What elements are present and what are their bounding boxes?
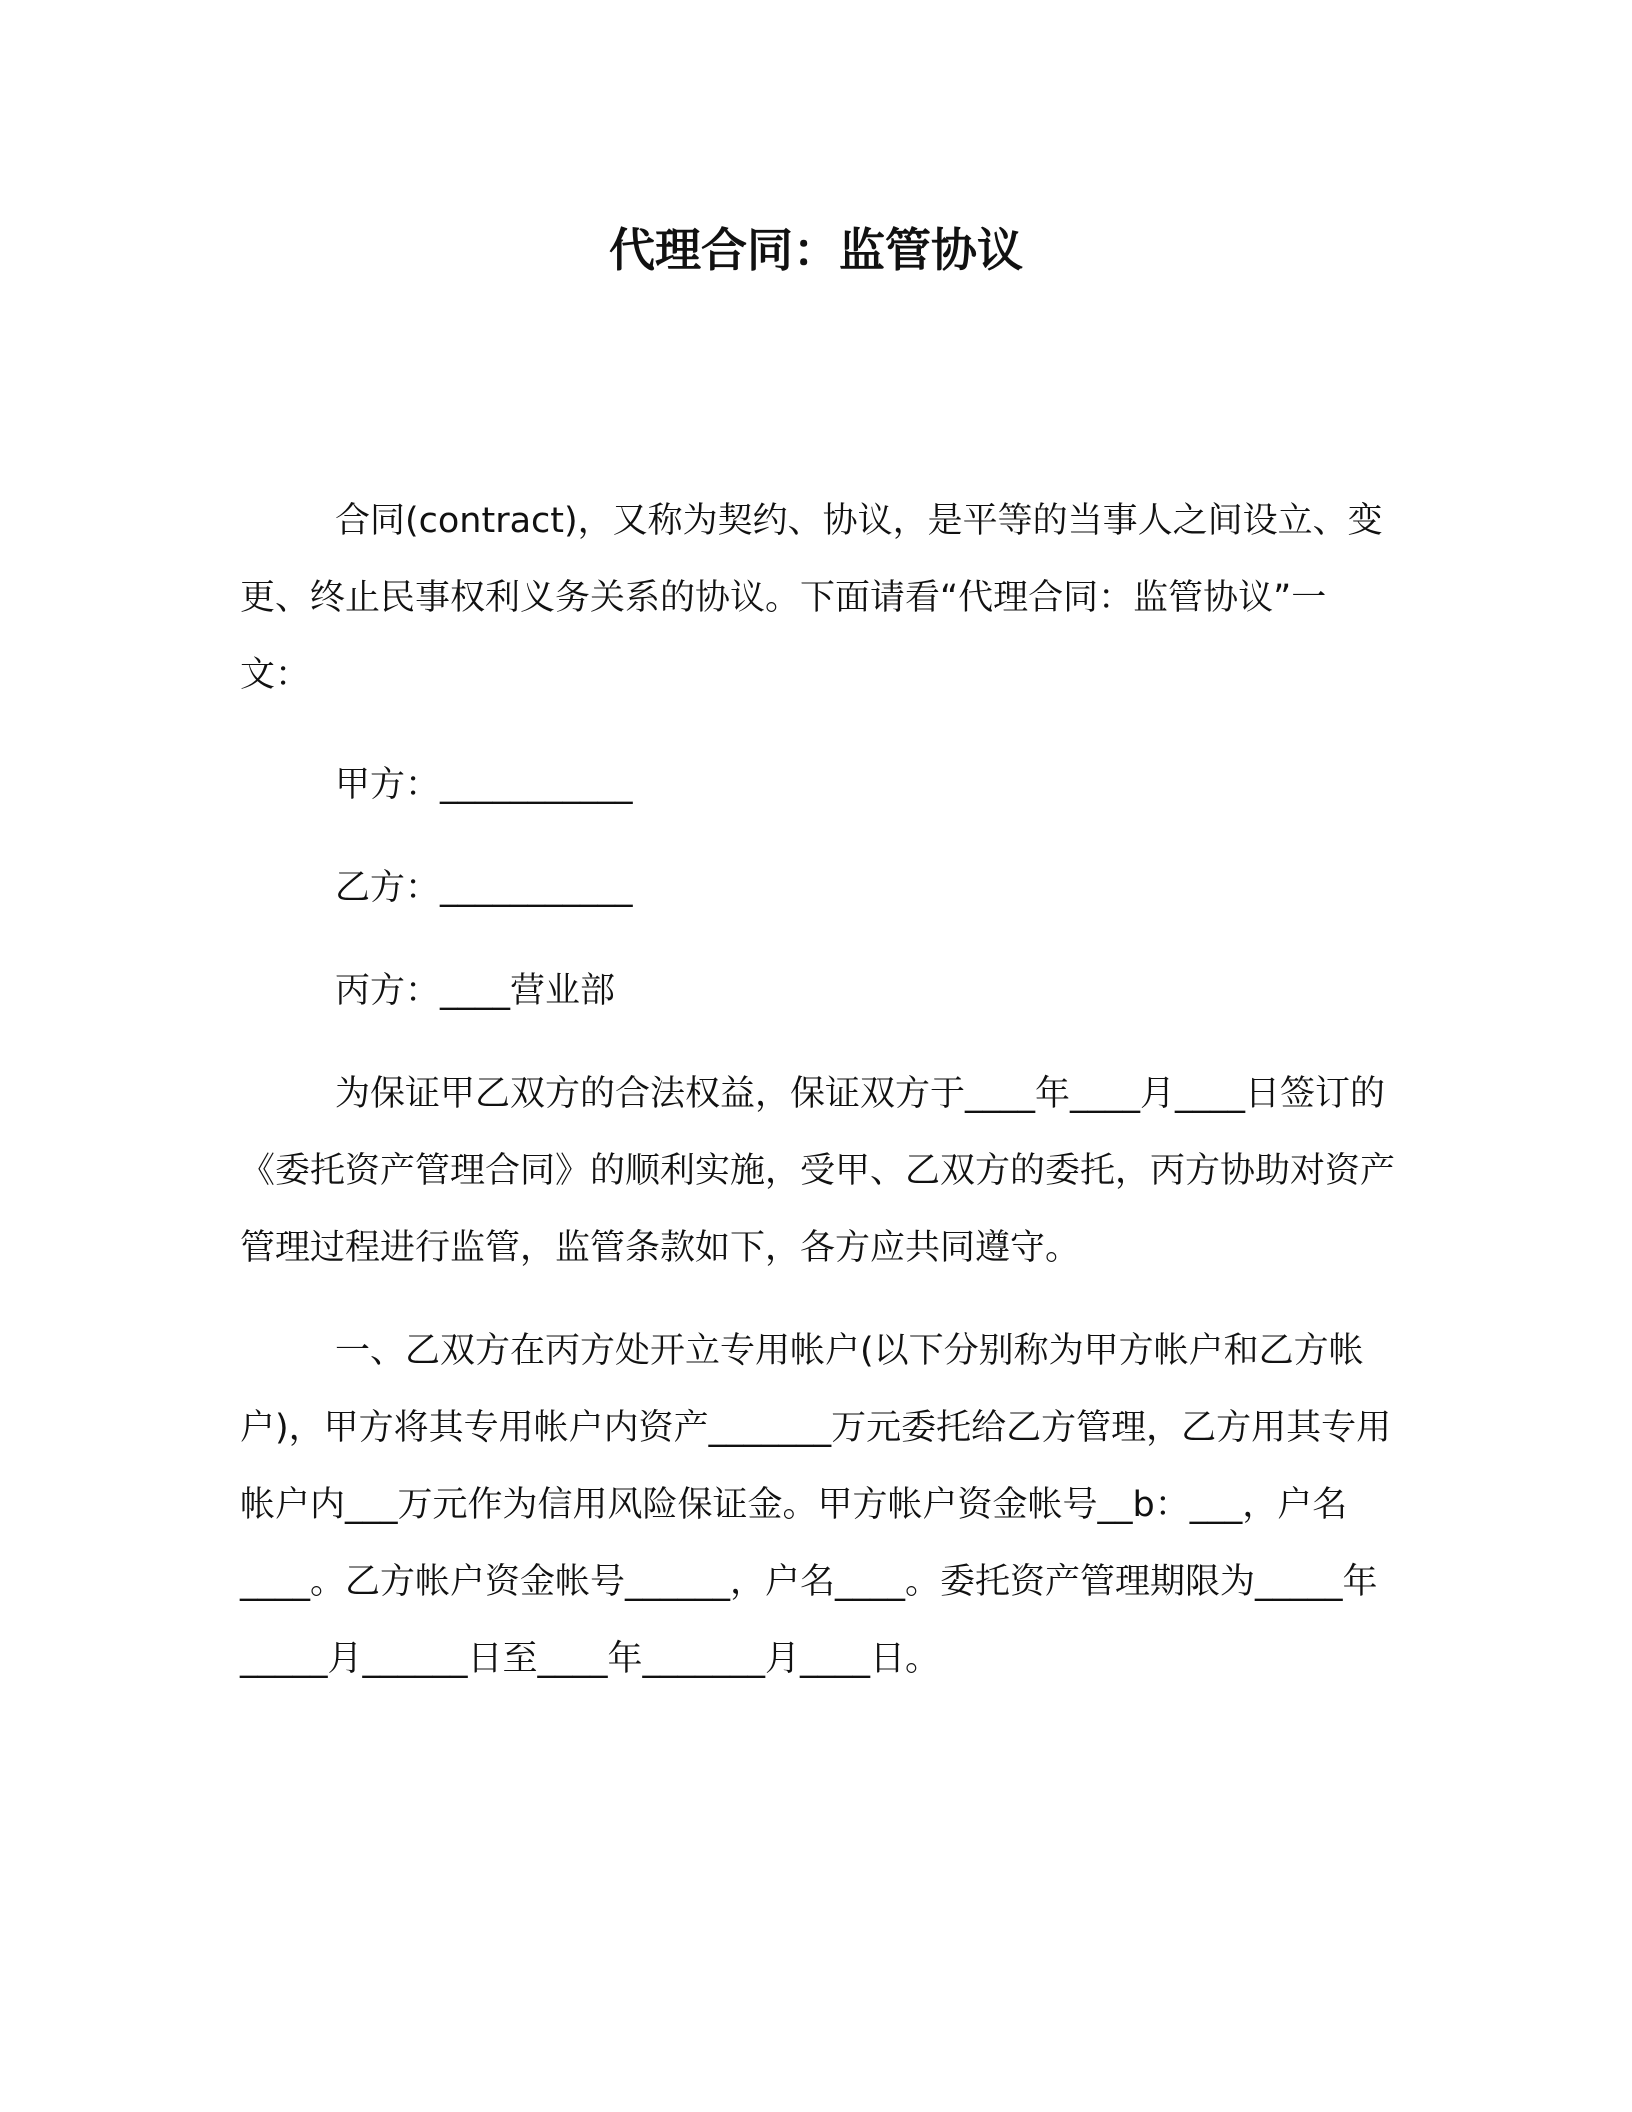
clause-1-paragraph: 一、乙双方在丙方处开立专用帐户(以下分别称为甲方帐户和乙方帐户)，甲方将其专用帐户内资产_______万元委托给乙方管理，乙方用其专用帐户内___万元作为信用风险保证金。甲方帐户资金帐号__b：___，户名____。乙方帐户资金帐号______，户名____。委托资产管理期限为_____年_____月______日至____年_______月____日。 [240,1331,1392,1679]
document-title: 代理合同：监管协议 [609,223,1023,277]
party-c-line: 丙方：____营业部 [335,971,616,1011]
party-a-line: 甲方：___________ [335,765,633,805]
intro-paragraph: 合同(contract)，又称为契约、协议，是平等的当事人之间设立、变更、终止民事权利义务关系的协议。下面请看“代理合同：监管协议”一文： [240,501,1383,695]
party-b-line: 乙方：___________ [335,868,633,908]
purpose-paragraph: 为保证甲乙双方的合法权益，保证双方于____年____月____日签订的《委托资产管理合同》的顺利实施，受甲、乙双方的委托，丙方协助对资产管理过程进行监管，监管条款如下，各方应共同遵守。 [240,1074,1396,1268]
